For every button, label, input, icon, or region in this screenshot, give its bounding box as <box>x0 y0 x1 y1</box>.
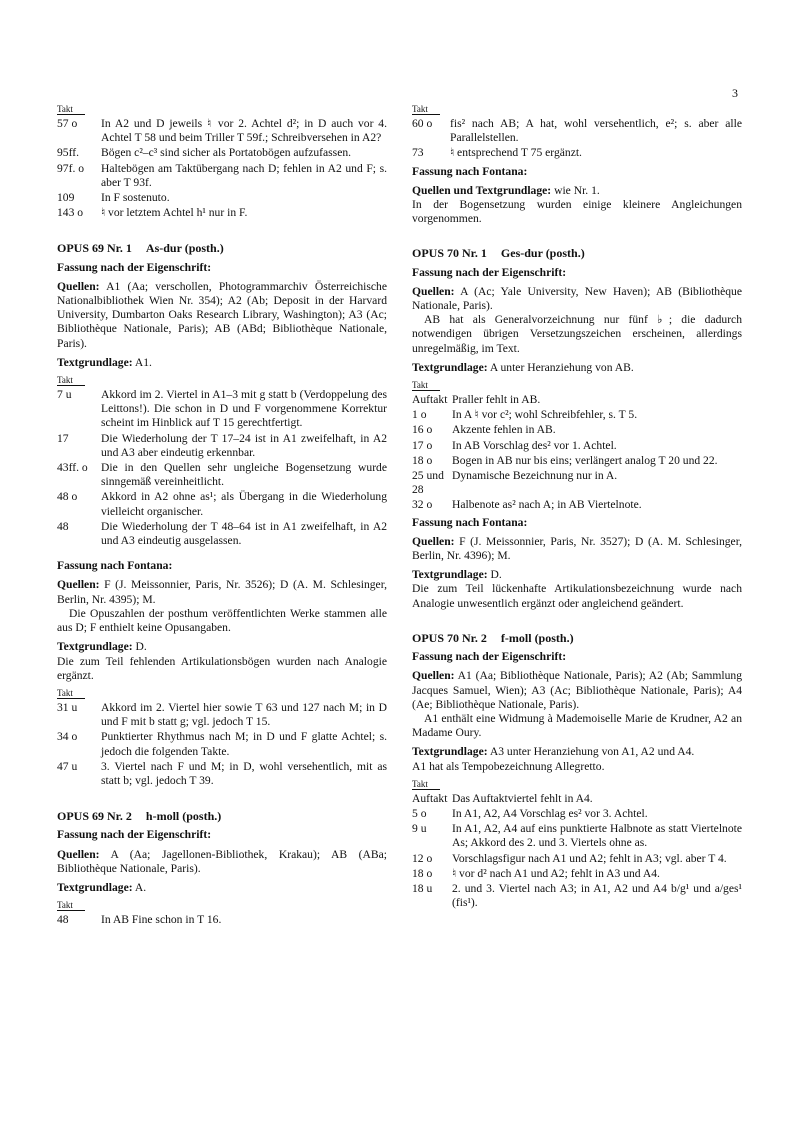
op69-1-heading: OPUS 69 Nr. 1 As-dur (posth.) <box>57 241 224 256</box>
note-takt: 18 o <box>412 453 433 467</box>
op70-1-fontana-textgrundlage-note: Die zum Teil lückenhafte Artikulationsbezeichnung wurde nach Analogie unwesentlich ergänzt oder angleichend geändert. <box>412 582 742 610</box>
note-text: Das Auftaktviertel fehlt in A4. <box>452 791 593 805</box>
op70-1-heading: OPUS 70 Nr. 1 Ges-dur (posth.) <box>412 246 585 261</box>
op70-2-textgrundlage-note: A1 hat als Tempobezeichnung Allegretto. <box>412 759 605 773</box>
note-takt: 17 <box>57 431 69 445</box>
op69-1-fassung-fontana: Fassung nach Fontana: <box>57 559 173 573</box>
note-text: ♮ vor letztem Achtel h¹ nur in F. <box>101 206 248 220</box>
note-row <box>57 162 387 190</box>
note-text: In F sostenuto. <box>101 191 170 205</box>
note-text: In AB Vorschlag des² vor 1. Achtel. <box>452 438 617 452</box>
op69-2-notes-list <box>57 913 387 927</box>
note-takt: 48 <box>57 913 69 927</box>
note-text: In A1, A2, A4 auf eins punktierte Halbnote as statt Viertelnote As; Akkord des 2. und 3. Viertels ohne as. <box>452 822 742 850</box>
note-text: Die Wiederholung der T 48–64 ist in A1 zweifelhaft, in A2 und A3 eindeutig ausgelassen. <box>101 519 387 548</box>
note-takt: 32 o <box>412 498 433 512</box>
note-takt: 95ff. <box>57 146 80 160</box>
note-takt: 48 <box>57 519 69 533</box>
note-text: Punktierter Rhythmus nach M; in D und F glatte Achtel; s. jedoch die folgenden Takte. <box>101 730 387 758</box>
note-text: Bögen c²–c³ sind sicher als Portatobögen aufzufassen. <box>101 146 352 160</box>
op70-2-quellen: Quellen: A1 (Aa; Bibliothèque Nationale, Paris); A2 (Ab; Sammlung Jacques Samuel, Wien); A3 (Ac; Bibliothèque Nationale, Paris); A4 (Ae; Bibliothèque Nationale, Paris). <box>412 669 742 711</box>
note-text: 3. Viertel nach F und M; in D, wohl versehentlich, mit as statt b; vgl. jedoch T 39. <box>101 759 387 787</box>
note-text: In A2 und D jeweils ♮ vor 2. Achtel d²; in D auch vor 4. Achtel T 58 und beim Triller T 59f.; Schreibversehen in A2? <box>101 117 387 145</box>
note-takt: 43ff. o <box>57 461 88 475</box>
right-column <box>412 104 742 911</box>
note-text: Vorschlagsfigur nach A1 und A2; fehlt in A3; vgl. aber T 4. <box>452 851 727 865</box>
note-row <box>57 520 387 548</box>
note-takt: 57 o <box>57 117 78 130</box>
note-text: Bogen in AB nur bis eins; verlängert analog T 20 und 22. <box>452 453 718 467</box>
note-text: In AB Fine schon in T 16. <box>101 913 222 927</box>
op69-1-fontana-notes-list <box>57 701 387 788</box>
note-takt: 7 u <box>57 388 72 402</box>
op69-2-textgrundlage: Textgrundlage: A. <box>57 880 147 894</box>
op70-1-quellen-note: AB hat als Generalvorzeichnung nur fünf ♭; die dadurch notwendigen übrigen Versetzungszeichen erscheinen, allerdings unregelmäßig, im Text. <box>412 313 742 355</box>
note-text: ♮ entsprechend T 75 ergänzt. <box>450 146 582 160</box>
op70-1-fassung-eigenschrift: Fassung nach der Eigenschrift: <box>412 265 567 279</box>
note-row <box>412 423 742 437</box>
quellen-und-textgrundlage: Quellen und Textgrundlage: wie Nr. 1. <box>412 183 600 197</box>
op69-1-fontana-note: Die Opuszahlen der posthum veröffentlichten Werke stammen alle aus D; F enthielt keine Opusangaben. <box>57 606 387 635</box>
note-text: Praller fehlt in AB. <box>452 393 541 407</box>
op69-1-fontana-quellen: Quellen: F (J. Meissonnier, Paris, Nr. 3526); D (A. M. Schlesinger, Berlin, Nr. 4395); M. <box>57 578 387 606</box>
note-row <box>57 701 387 729</box>
op70-1-textgrundlage: Textgrundlage: A unter Heranziehung von AB. <box>412 360 634 374</box>
note-takt: Auftakt <box>412 791 448 805</box>
note-row <box>412 882 742 910</box>
takt-label: Takt <box>412 779 742 790</box>
fassung-fontana-heading: Fassung nach Fontana: <box>412 164 528 178</box>
note-row <box>412 393 742 407</box>
takt-label: Takt <box>57 104 387 115</box>
note-takt: 97f. o <box>57 161 85 175</box>
note-row <box>412 792 742 806</box>
note-row <box>412 852 742 866</box>
note-row <box>412 117 742 145</box>
note-row <box>57 760 387 788</box>
note-text: 2. und 3. Viertel nach A3; in A1, A2 und A4 b/g¹ und a/ges¹ (fis¹). <box>452 881 742 910</box>
note-text: Dynamische Bezeichnung nur in A. <box>452 469 618 483</box>
note-text: fis² nach AB; A hat, wohl versehentlich, e²; s. aber alle Parallelstellen. <box>450 117 742 145</box>
takt-label: Takt <box>57 900 387 911</box>
quellen-und-textgrundlage-note: In der Bogensetzung wurden einige kleinere Angleichungen vorgenommen. <box>412 198 742 226</box>
note-row <box>57 117 387 145</box>
op70-2-heading: OPUS 70 Nr. 2 f-moll (posth.) <box>412 630 574 645</box>
note-takt: 25 und 28 <box>412 469 444 497</box>
note-takt: 17 o <box>412 438 433 452</box>
left-column <box>57 104 387 928</box>
op69-2-fassung-eigenschrift: Fassung nach der Eigenschrift: <box>57 828 212 842</box>
op69-2-heading: OPUS 69 Nr. 2 h-moll (posth.) <box>57 809 222 824</box>
note-takt: 18 o <box>412 866 433 880</box>
note-takt: 5 o <box>412 806 427 820</box>
note-takt: 16 o <box>412 423 433 437</box>
note-text: Akkord in A2 ohne as¹; als Übergang in die Wiederholung vielleicht organischer. <box>101 490 387 518</box>
note-takt: 18 u <box>412 881 433 895</box>
note-row <box>57 432 387 460</box>
op70-2-fassung-eigenschrift: Fassung nach der Eigenschrift: <box>412 650 567 664</box>
op70-1-quellen: Quellen: A (Ac; Yale University, New Haven); AB (Bibliothèque Nationale, Paris). <box>412 284 742 313</box>
op69-1-fontana-textgrundlage: Textgrundlage: D. <box>57 640 147 654</box>
note-row <box>412 439 742 453</box>
left-intro-list <box>57 117 387 220</box>
op70-2-quellen-note: A1 enthält eine Widmung à Mademoiselle Marie de Krudner, A2 an Madame Oury. <box>412 711 742 740</box>
op69-1-quellen: Quellen: A1 (Aa; verschollen, Photogrammarchiv Österreichische Nationalbibliothek Wien Nr. 354); A2 (Ab; Deposit in der Harvard University, Dumbarton Oaks Research Library, Washington); A3 (Ac; Bibliothèque Nationale, Paris); AB (ABd; Bibliothèque Nationale, Paris). <box>57 279 387 350</box>
op70-1-notes-list <box>412 393 742 513</box>
note-text: In A1, A2, A4 Vorschlag es² vor 3. Achtel. <box>452 806 648 820</box>
takt-label: Takt <box>57 688 387 699</box>
op70-2-notes-list <box>412 792 742 911</box>
takt-label: Takt <box>57 375 387 386</box>
op70-1-fontana-textgrundlage: Textgrundlage: D. <box>412 568 502 582</box>
note-text: Die in den Quellen sehr ungleiche Bogensetzung wurde sinngemäß vereinheitlicht. <box>101 461 387 489</box>
note-row <box>412 408 742 422</box>
note-takt: Auftakt <box>412 393 448 407</box>
takt-label: Takt <box>412 104 742 115</box>
note-row <box>57 461 387 489</box>
note-takt: 73 <box>412 146 424 160</box>
right-intro-list <box>412 117 742 161</box>
note-text: Akzente fehlen in AB. <box>452 423 556 437</box>
note-takt: 31 u <box>57 700 78 714</box>
op69-1-fontana-textgrundlage-note: Die zum Teil fehlenden Artikulationsbögen wurden nach Analogie ergänzt. <box>57 654 387 682</box>
note-text: Die Wiederholung der T 17–24 ist in A1 zweifelhaft, in A2 und A3 aber eindeutig erkennbar. <box>101 431 387 459</box>
op70-1-fontana-quellen: Quellen: F (J. Meissonnier, Paris, Nr. 3527); D (A. M. Schlesinger, Berlin, Nr. 4396); M. <box>412 534 742 563</box>
note-text: Akkord im 2. Viertel in A1–3 mit g statt b (Verdoppelung des Leittons!). Die schon in D und F vorgenommene Korrektur scheint im Hinblick auf T 15 gerechtfertigt. <box>101 388 387 430</box>
note-takt: 12 o <box>412 851 433 865</box>
op69-1-textgrundlage: Textgrundlage: A1. <box>57 355 152 369</box>
note-takt: 1 o <box>412 408 427 422</box>
note-takt: 109 <box>57 191 75 205</box>
note-row <box>57 206 387 220</box>
op70-1-fassung-fontana: Fassung nach Fontana: <box>412 515 528 529</box>
note-row <box>57 913 387 927</box>
note-row <box>57 730 387 758</box>
note-row <box>412 469 742 497</box>
note-row <box>412 867 742 881</box>
note-takt: 47 u <box>57 759 78 773</box>
note-row <box>412 498 742 512</box>
note-row <box>57 388 387 431</box>
note-text: Akkord im 2. Viertel hier sowie T 63 und 127 nach M; in D und F mit b statt g; vgl. jedoch T 15. <box>101 700 387 729</box>
op69-1-fassung-eigenschrift: Fassung nach der Eigenschrift: <box>57 260 212 274</box>
note-takt: 143 o <box>57 206 84 220</box>
takt-label: Takt <box>412 380 742 391</box>
note-takt: 60 o <box>412 117 433 130</box>
note-row <box>57 490 387 518</box>
note-takt: 9 u <box>412 822 427 836</box>
note-takt: 34 o <box>57 730 78 744</box>
note-row <box>57 191 387 205</box>
op69-1-notes-list <box>57 388 387 548</box>
note-row <box>412 146 742 160</box>
op70-2-textgrundlage: Textgrundlage: A3 unter Heranziehung von A1, A2 und A4. <box>412 745 695 759</box>
note-text: Haltebögen am Taktübergang nach D; fehlen in A2 und F; s. aber T 93f. <box>101 161 387 189</box>
note-row <box>57 146 387 160</box>
note-text: Halbenote as² nach A; in AB Viertelnote. <box>452 498 642 512</box>
note-text: In A ♮ vor c²; wohl Schreibfehler, s. T 5. <box>452 408 638 422</box>
op69-2-quellen: Quellen: A (Aa; Jagellonen-Bibliothek, Krakau); AB (ABa; Bibliothèque Nationale, Paris). <box>57 847 387 875</box>
page-number: 3 <box>732 86 738 100</box>
note-row <box>412 822 742 850</box>
note-takt: 48 o <box>57 490 78 504</box>
note-text: ♮ vor d² nach A1 und A2; fehlt in A3 und A4. <box>452 866 660 880</box>
note-row <box>412 454 742 468</box>
note-row <box>412 807 742 821</box>
